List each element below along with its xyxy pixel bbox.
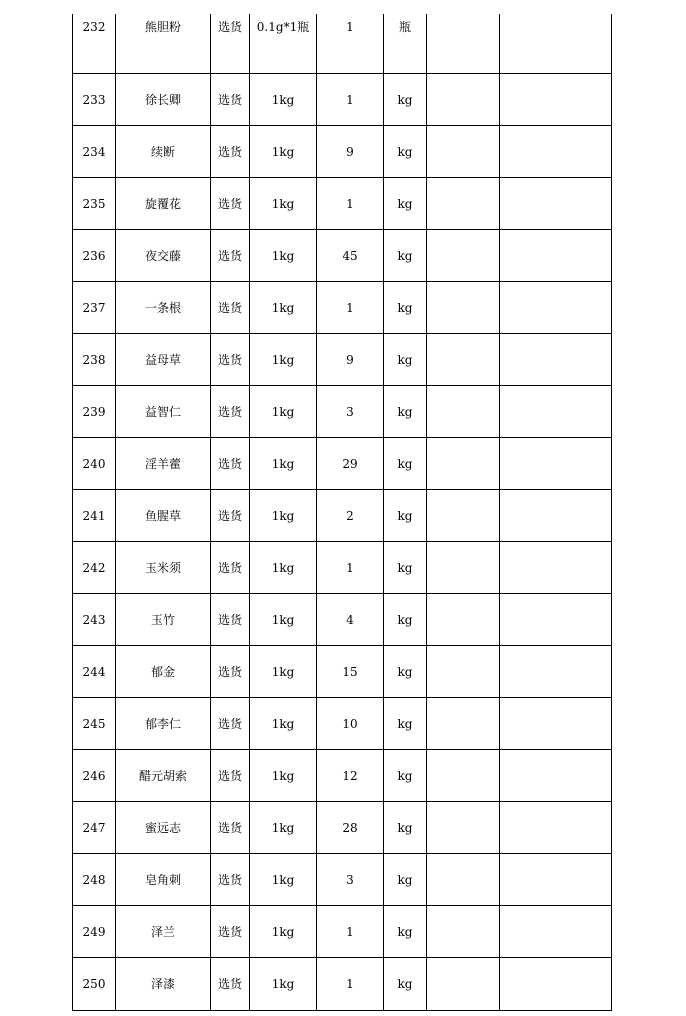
unit-cell: kg	[384, 230, 427, 282]
spec-cell: 1kg	[250, 178, 317, 230]
blank-cell-8	[500, 646, 612, 698]
unit-cell: kg	[384, 74, 427, 126]
unit-cell: 瓶	[384, 14, 427, 74]
table-row	[73, 646, 612, 698]
row-number-cell: 242	[73, 542, 116, 594]
blank-cell-7	[427, 490, 500, 542]
blank-cell-7	[427, 802, 500, 854]
unit-cell: kg	[384, 334, 427, 386]
spec-cell: 1kg	[250, 906, 317, 958]
item-name-cell: 郁李仁	[116, 698, 211, 750]
table-row	[73, 594, 612, 646]
blank-cell-8	[500, 230, 612, 282]
spec-cell: 1kg	[250, 438, 317, 490]
grade-cell: 选货	[211, 334, 250, 386]
row-number-cell: 248	[73, 854, 116, 906]
row-number-cell: 245	[73, 698, 116, 750]
table-row	[73, 230, 612, 282]
grade-cell: 选货	[211, 646, 250, 698]
quantity-cell: 15	[317, 646, 384, 698]
blank-cell-7	[427, 698, 500, 750]
unit-cell: kg	[384, 282, 427, 334]
spec-cell: 1kg	[250, 958, 317, 1011]
blank-cell-7	[427, 178, 500, 230]
row-number-cell: 232	[73, 14, 116, 74]
unit-cell: kg	[384, 854, 427, 906]
blank-cell-7	[427, 334, 500, 386]
quantity-cell: 1	[317, 14, 384, 74]
unit-cell: kg	[384, 490, 427, 542]
quantity-cell: 9	[317, 126, 384, 178]
table-row	[73, 334, 612, 386]
quantity-cell: 12	[317, 750, 384, 802]
unit-cell: kg	[384, 542, 427, 594]
spec-cell: 1kg	[250, 126, 317, 178]
table-row	[73, 698, 612, 750]
item-name-cell: 夜交藤	[116, 230, 211, 282]
blank-cell-8	[500, 282, 612, 334]
table-row	[73, 802, 612, 854]
blank-cell-8	[500, 126, 612, 178]
blank-cell-7	[427, 386, 500, 438]
blank-cell-7	[427, 126, 500, 178]
grade-cell: 选货	[211, 230, 250, 282]
blank-cell-7	[427, 750, 500, 802]
table-row	[73, 490, 612, 542]
spec-cell: 1kg	[250, 698, 317, 750]
grade-cell: 选货	[211, 854, 250, 906]
grade-cell: 选货	[211, 126, 250, 178]
row-number-cell: 249	[73, 906, 116, 958]
blank-cell-7	[427, 438, 500, 490]
unit-cell: kg	[384, 386, 427, 438]
item-name-cell: 旋覆花	[116, 178, 211, 230]
quantity-cell: 4	[317, 594, 384, 646]
table-row	[73, 14, 612, 74]
row-number-cell: 246	[73, 750, 116, 802]
blank-cell-8	[500, 698, 612, 750]
item-name-cell: 鱼腥草	[116, 490, 211, 542]
blank-cell-7	[427, 646, 500, 698]
table-row	[73, 958, 612, 1011]
blank-cell-7	[427, 230, 500, 282]
unit-cell: kg	[384, 178, 427, 230]
table-row	[73, 438, 612, 490]
spec-cell: 1kg	[250, 334, 317, 386]
grade-cell: 选货	[211, 594, 250, 646]
item-name-cell: 续断	[116, 126, 211, 178]
quantity-cell: 1	[317, 282, 384, 334]
quantity-cell: 2	[317, 490, 384, 542]
item-name-cell: 醋元胡索	[116, 750, 211, 802]
blank-cell-8	[500, 906, 612, 958]
unit-cell: kg	[384, 802, 427, 854]
unit-cell: kg	[384, 646, 427, 698]
row-number-cell: 244	[73, 646, 116, 698]
blank-cell-8	[500, 386, 612, 438]
table-row	[73, 126, 612, 178]
grade-cell: 选货	[211, 178, 250, 230]
row-number-cell: 236	[73, 230, 116, 282]
unit-cell: kg	[384, 698, 427, 750]
spec-cell: 1kg	[250, 386, 317, 438]
blank-cell-8	[500, 958, 612, 1011]
quantity-cell: 1	[317, 906, 384, 958]
blank-cell-7	[427, 958, 500, 1011]
blank-cell-8	[500, 802, 612, 854]
item-name-cell: 玉竹	[116, 594, 211, 646]
table-row	[73, 178, 612, 230]
item-name-cell: 玉米须	[116, 542, 211, 594]
row-number-cell: 241	[73, 490, 116, 542]
table-row	[73, 854, 612, 906]
grade-cell: 选货	[211, 750, 250, 802]
quantity-cell: 1	[317, 74, 384, 126]
item-name-cell: 蜜远志	[116, 802, 211, 854]
grade-cell: 选货	[211, 282, 250, 334]
spec-cell: 1kg	[250, 802, 317, 854]
spec-cell: 1kg	[250, 74, 317, 126]
grade-cell: 选货	[211, 958, 250, 1011]
grade-cell: 选货	[211, 906, 250, 958]
table-body	[73, 14, 612, 1011]
unit-cell: kg	[384, 126, 427, 178]
spec-cell: 1kg	[250, 750, 317, 802]
grade-cell: 选货	[211, 542, 250, 594]
grade-cell: 选货	[211, 14, 250, 74]
blank-cell-8	[500, 438, 612, 490]
blank-cell-8	[500, 854, 612, 906]
spec-cell: 1kg	[250, 854, 317, 906]
item-name-cell: 熊胆粉	[116, 14, 211, 74]
spec-cell: 0.1g*1瓶	[250, 14, 317, 74]
blank-cell-7	[427, 74, 500, 126]
item-name-cell: 泽兰	[116, 906, 211, 958]
spec-cell: 1kg	[250, 490, 317, 542]
blank-cell-7	[427, 14, 500, 74]
item-name-cell: 泽漆	[116, 958, 211, 1011]
quantity-cell: 3	[317, 854, 384, 906]
grade-cell: 选货	[211, 802, 250, 854]
unit-cell: kg	[384, 594, 427, 646]
table-row	[73, 386, 612, 438]
spec-cell: 1kg	[250, 282, 317, 334]
unit-cell: kg	[384, 750, 427, 802]
spec-cell: 1kg	[250, 646, 317, 698]
blank-cell-8	[500, 594, 612, 646]
unit-cell: kg	[384, 958, 427, 1011]
table-row	[73, 282, 612, 334]
item-name-cell: 皂角刺	[116, 854, 211, 906]
quantity-cell: 10	[317, 698, 384, 750]
grade-cell: 选货	[211, 698, 250, 750]
item-name-cell: 益母草	[116, 334, 211, 386]
quantity-cell: 1	[317, 542, 384, 594]
blank-cell-8	[500, 74, 612, 126]
row-number-cell: 240	[73, 438, 116, 490]
row-number-cell: 234	[73, 126, 116, 178]
quantity-cell: 3	[317, 386, 384, 438]
quantity-cell: 45	[317, 230, 384, 282]
unit-cell: kg	[384, 438, 427, 490]
row-number-cell: 237	[73, 282, 116, 334]
spec-cell: 1kg	[250, 230, 317, 282]
quantity-cell: 9	[317, 334, 384, 386]
quantity-cell: 29	[317, 438, 384, 490]
table-row	[73, 750, 612, 802]
item-name-cell: 淫羊藿	[116, 438, 211, 490]
row-number-cell: 235	[73, 178, 116, 230]
blank-cell-7	[427, 542, 500, 594]
row-number-cell: 238	[73, 334, 116, 386]
spec-cell: 1kg	[250, 542, 317, 594]
quantity-cell: 1	[317, 958, 384, 1011]
unit-cell: kg	[384, 906, 427, 958]
grade-cell: 选货	[211, 438, 250, 490]
table-row	[73, 906, 612, 958]
blank-cell-8	[500, 334, 612, 386]
item-name-cell: 郁金	[116, 646, 211, 698]
quantity-cell: 28	[317, 802, 384, 854]
blank-cell-8	[500, 750, 612, 802]
herb-list-table	[72, 14, 612, 1011]
blank-cell-8	[500, 542, 612, 594]
grade-cell: 选货	[211, 490, 250, 542]
row-number-cell: 250	[73, 958, 116, 1011]
blank-cell-7	[427, 594, 500, 646]
row-number-cell: 243	[73, 594, 116, 646]
row-number-cell: 247	[73, 802, 116, 854]
table-row	[73, 542, 612, 594]
blank-cell-7	[427, 854, 500, 906]
grade-cell: 选货	[211, 386, 250, 438]
table-row	[73, 74, 612, 126]
blank-cell-8	[500, 178, 612, 230]
item-name-cell: 徐长卿	[116, 74, 211, 126]
row-number-cell: 233	[73, 74, 116, 126]
row-number-cell: 239	[73, 386, 116, 438]
blank-cell-7	[427, 906, 500, 958]
spec-cell: 1kg	[250, 594, 317, 646]
quantity-cell: 1	[317, 178, 384, 230]
item-name-cell: 一条根	[116, 282, 211, 334]
blank-cell-8	[500, 14, 612, 74]
grade-cell: 选货	[211, 74, 250, 126]
blank-cell-7	[427, 282, 500, 334]
blank-cell-8	[500, 490, 612, 542]
item-name-cell: 益智仁	[116, 386, 211, 438]
